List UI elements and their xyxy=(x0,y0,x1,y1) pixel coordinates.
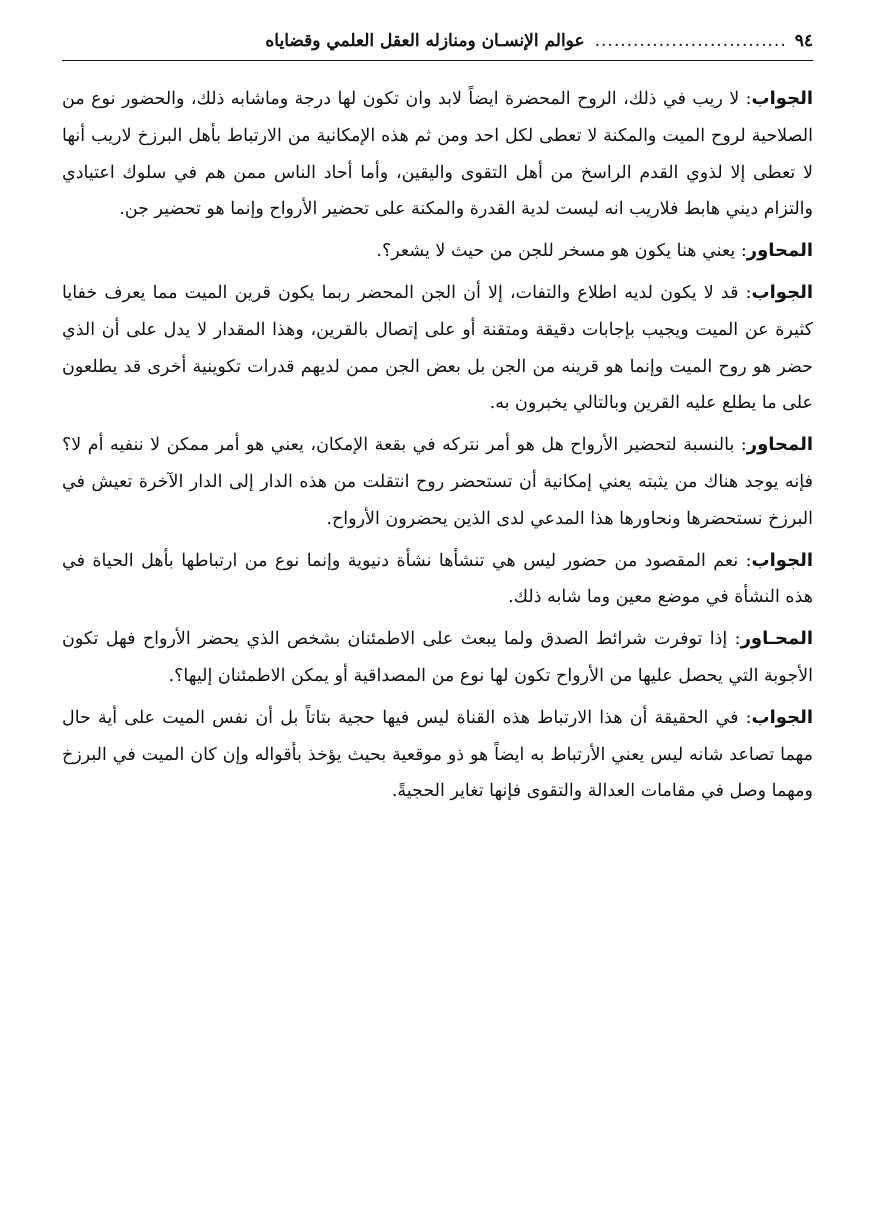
speaker-label: الجواب xyxy=(751,88,813,109)
page-body xyxy=(62,61,813,810)
paragraph-answer-2 xyxy=(62,275,813,422)
paragraph-text: : قد لا يكون لديه اطلاع والتفات، إلا أن الجن المحضر ربما يكون قرين الميت مما يعرف خفايا كثيرة عن الميت ويجيب بإجابات دقيقة ومتقنة أو على إتصال بالقرين، وهذا المقدار لا يدل على أن الذي حضر هو روح الميت وإنما هو قرينه من الجن بل بعض الجن ممن لديهم قدرات تكوينية أخرى قد يطلعون على ما يطلع عليه القرين وبالتالي يخبرون به. xyxy=(62,282,813,414)
paragraph-text: : نعم المقصود من حضور ليس هي تنشأها نشأة دنيوية وإنما نوع من ارتباطها بأهل الحياة في هذه النشأة في موضع معين وما شابه ذلك. xyxy=(62,550,813,608)
running-header xyxy=(62,22,813,61)
speaker-label: الجواب xyxy=(751,706,813,728)
paragraph-text: : لا ريب في ذلك، الروح المحضرة ايضاً لابد وان تكون لها درجة وماشابه ذلك، والحضور نوع من الصلاحية لروح الميت والمكنة لا تعطى لكل احد ومن ثم هذه الإمكانية من الارتباط بأهل البرزخ لاريب أنها لا تعطى إلا لذوي القدم الراسخ من أهل التقوى واليقين، وأما أحاد الناس ممن هم في سلوك اعتيادي والتزام ديني هابط فلاريب انه ليست لدية القدرة والمكنة على تحضير الأرواح وإنما هو تحضير جن. xyxy=(62,89,813,220)
running-header-title: عوالم الإنسـان ومنازله العقل العلمي وقضاياه xyxy=(265,31,585,51)
book-page xyxy=(62,22,813,1189)
paragraph-answer-4 xyxy=(62,700,813,810)
speaker-label: الجواب xyxy=(751,281,813,303)
header-dot-leader: .............................. xyxy=(594,31,787,51)
speaker-label: المحاور xyxy=(746,240,813,262)
paragraph-answer-3 xyxy=(62,543,813,617)
paragraph-text: : بالنسبة لتحضير الأرواح هل هو أمر نتركه في بقعة الإمكان، يعني هو أمر ممكن لا ننفيه أم لا؟ فإنه يوجد هناك من يثبته يعني إمكانية أن تستحضر روح انتقلت من هذه الدار إلى الدار الآخرة تعيش في البرزخ نستحضرها ونحاورها هذا المدعي لدى الذين يحضرون الأرواح. xyxy=(62,435,813,529)
paragraph-answer-1 xyxy=(62,81,813,228)
speaker-label: المحاور xyxy=(746,434,813,456)
paragraph-text: : في الحقيقة أن هذا الارتباط هذه القناة ليس فيها حجية بتاتاً بل أن نفس الميت على أية حال مهما تصاعد شانه ليس يعني الأرتباط به ايضاً هو ذو موقعية بحيث يؤخذ بأقواله وإن كان الميت في البرزخ ومهما وصل في مقامات العدالة والتقوى فإنها تغاير الحجيةً. xyxy=(62,707,813,802)
page-number: ٩٤ xyxy=(794,31,813,51)
speaker-label: الجواب xyxy=(751,549,813,571)
paragraph-text: : إذا توفرت شرائط الصدق ولما يبعث على الاطمئنان بشخص الذي يحضر الأرواح فهل تكون الأجوبة التي يحصل عليها من الأرواح تكون لها نوع من المصداقية أو يمكن الاطمئنان إليها؟. xyxy=(62,629,813,686)
speaker-label: المحـاور xyxy=(740,628,813,650)
paragraph-text: : يعني هنا يكون هو مسخر للجن من حيث لا يشعر؟. xyxy=(376,241,747,262)
paragraph-interviewer-1 xyxy=(62,233,813,270)
paragraph-interviewer-2 xyxy=(62,427,813,537)
paragraph-interviewer-3 xyxy=(62,621,813,695)
